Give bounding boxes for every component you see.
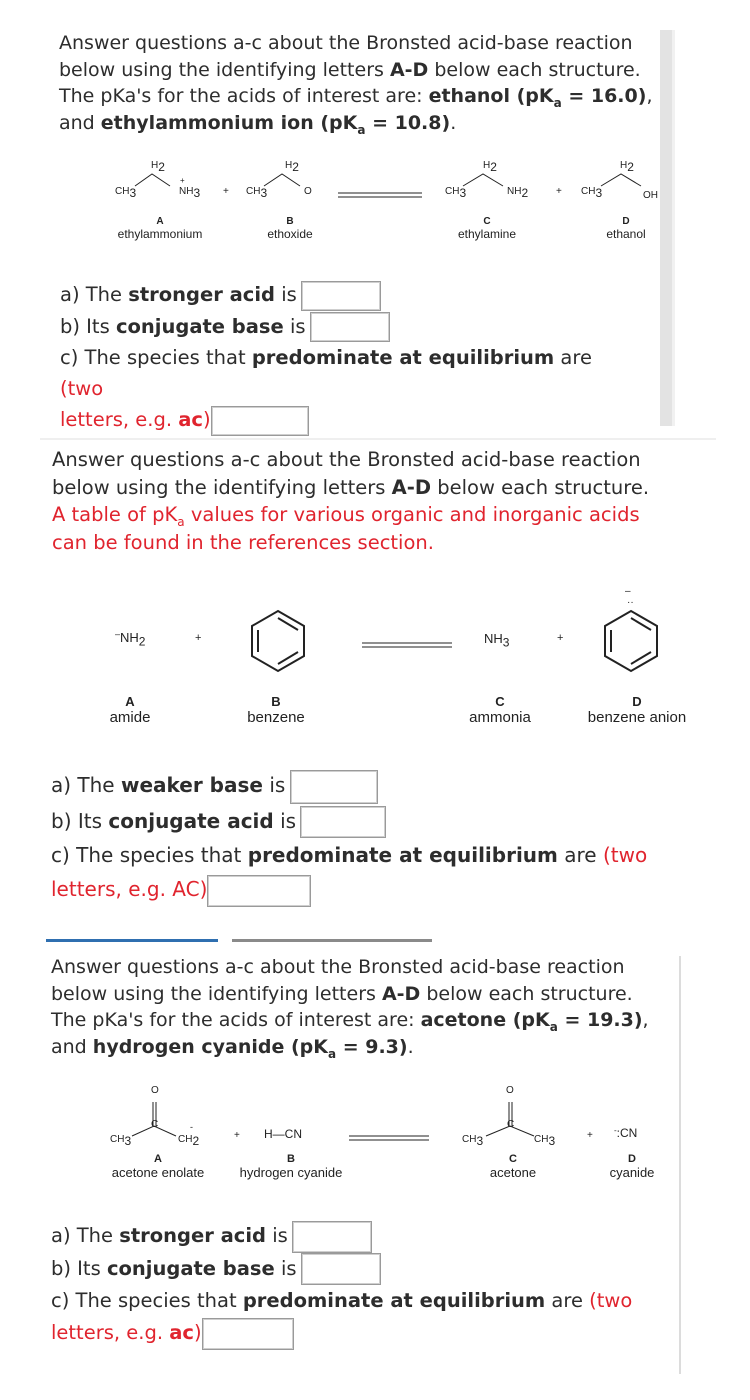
q3-equilibrium-arrow[interactable]	[347, 1133, 432, 1145]
q1-h2: $H_2$	[151, 160, 165, 174]
q1-acid1-val: = 16.0)	[561, 85, 647, 107]
q3-plus: +	[234, 1130, 240, 1141]
q1-h2: $H_2$	[483, 160, 497, 174]
q1-nh2: $NH_2$	[507, 186, 529, 200]
q3-ch2: $CH_2$	[178, 1134, 200, 1148]
q1-part-b: b) Its conjugate base is	[60, 311, 620, 343]
q3-part-b: b) Its conjugate base is	[51, 1253, 651, 1286]
q3-c: C	[507, 1119, 515, 1130]
q3-label-d: D cyanide	[609, 1153, 655, 1180]
q1-plus: +	[556, 186, 562, 197]
q3-answer-c-input[interactable]	[202, 1318, 294, 1350]
q1-ch3: $CH_3$	[246, 186, 268, 200]
q2-part-c: c) The species that predominate at equilibrium are (two letters, e.g. AC)	[51, 838, 651, 907]
q2-answers	[51, 768, 651, 907]
q1-answer-c-input[interactable]	[211, 406, 309, 436]
q3-part-a: a) The stronger acid is	[51, 1220, 651, 1253]
q1-ch3: $CH_3$	[445, 186, 467, 200]
q1-acid2-val: = 10.8)	[365, 111, 451, 134]
q2-answer-a-input[interactable]	[290, 770, 378, 804]
q3-intro: Answer questions a-c about the Bronsted acid-base reaction below using the identifying letters A-D below each structure. The pKa's for the acids of interest are: acetone $(pK_a = 19.3)$, and hydrogen cyanide $(pK_a = 9.3)$.	[51, 956, 649, 1061]
q1-intro: Answer questions a-c about the Bronsted acid-base reaction below using the identifying letters A-D below each structure. The pKa's for the acids of interest are: ethanol $(pK_a = 16.0)$, and ethylammonium ion $(pK_a = 10.8)$.	[59, 32, 653, 137]
q1-ch3: $CH_3$	[115, 186, 137, 200]
q2-ammonia-formula: $NH_3$	[484, 631, 510, 650]
q2-plus: +	[557, 632, 564, 644]
q1-acid2: ethylammonium ion (pK	[100, 111, 358, 134]
right-border	[679, 956, 681, 1374]
q1-answer-b-input[interactable]	[310, 312, 390, 342]
q1-acid1: ethanol (pK	[428, 85, 554, 107]
q1-plus: +	[223, 186, 229, 197]
q1-intro-line: below each structure.	[428, 58, 641, 81]
q2-label-a: A amide	[109, 694, 151, 726]
q1-intro-line: Answer questions a-c about the Bronsted acid-base reaction	[59, 32, 633, 54]
q1-label-c: C ethylamine	[457, 216, 517, 241]
q3-o: O	[151, 1085, 159, 1096]
q2-plus: +	[195, 632, 202, 644]
q1-structure-a	[130, 168, 180, 190]
q2-intro: Answer questions a-c about the Bronsted acid-base reaction below using the identifying letters A-D below each structure. A table of $pK_a$ values for various organic and inorganic acids can be found in the references section.	[52, 448, 650, 554]
q3-ch3: $CH_3$	[534, 1134, 556, 1148]
q2-part-a: a) The weaker base is	[51, 768, 651, 804]
q1-sub: a	[553, 95, 562, 110]
q1-plus-charge: +	[180, 176, 185, 185]
svg-text:–: –	[625, 586, 631, 597]
q2-answer-b-input[interactable]	[300, 806, 386, 838]
q1-comma: ,	[646, 85, 653, 107]
q1-answer-a-input[interactable]	[301, 281, 381, 311]
q1-h2: $H_2$	[285, 160, 299, 174]
q2-answer-c-input[interactable]	[207, 875, 311, 907]
question-2	[52, 446, 692, 556]
q1-part-c: c) The species that predominate at equilibrium are (two letters, e.g. ac)	[60, 342, 620, 436]
q3-ch3: $CH_3$	[110, 1134, 132, 1148]
q2-label-c: C ammonia	[469, 694, 531, 726]
q1-h2: $H_2$	[620, 160, 634, 174]
svg-text:··: ··	[627, 597, 634, 608]
q3-answers	[51, 1220, 651, 1350]
q1-ch3: $CH_3$	[581, 186, 603, 200]
q2-label-d: D benzene anion	[587, 694, 687, 726]
q3-o: O	[506, 1085, 514, 1096]
section-divider	[40, 438, 716, 440]
q3-part-c: c) The species that predominate at equilibrium are (two letters, e.g. ac)	[51, 1285, 651, 1350]
q1-label-a: A ethylammonium	[117, 216, 203, 241]
q1-sub: a	[357, 122, 366, 137]
q1-structure-d	[599, 168, 649, 190]
q3-cyanide-formula: -:CN	[614, 1126, 638, 1140]
q3-hcn-formula: H—CN	[264, 1127, 302, 1141]
question-3	[51, 954, 671, 1060]
q1-equilibrium-arrow[interactable]	[336, 190, 426, 202]
q1-period: .	[450, 111, 457, 134]
q2-label-b: B benzene	[247, 694, 305, 726]
q1-part-a: a) The stronger acid is	[60, 279, 620, 311]
q2-amide-formula: $^-NH_2$	[115, 629, 146, 649]
q1-intro-line: The pKa's for the acids of interest are:	[59, 85, 429, 107]
q3-label-b: B hydrogen cyanide	[239, 1153, 343, 1180]
q3-minus-charge: -	[190, 1122, 193, 1132]
tab-indicator-active[interactable]	[46, 939, 218, 942]
q1-intro-line: below using the identifying letters	[59, 58, 390, 81]
q3-answer-a-input[interactable]	[292, 1221, 372, 1253]
q3-answer-b-input[interactable]	[301, 1253, 381, 1285]
question-1	[59, 30, 659, 136]
q3-c: C	[151, 1119, 159, 1130]
q1-structure-c	[461, 168, 511, 190]
q1-label-d: D ethanol	[606, 216, 646, 241]
q1-oh: OH	[643, 190, 658, 201]
q3-label-c: C acetone	[489, 1153, 537, 1180]
q1-nh3: $NH_3$	[179, 186, 201, 200]
q2-part-b: b) Its conjugate acid is	[51, 804, 651, 839]
q2-equilibrium-arrow[interactable]	[360, 640, 455, 652]
q1-letters: A-D	[389, 58, 429, 81]
q3-ch3: $CH_3$	[462, 1134, 484, 1148]
q3-label-a: A acetone enolate	[111, 1153, 205, 1180]
q3-plus: +	[587, 1130, 593, 1141]
q1-label-b: B ethoxide	[267, 216, 313, 241]
benzene-ring-icon	[247, 607, 309, 677]
q1-o: O	[304, 186, 312, 197]
tab-indicator-inactive[interactable]	[232, 939, 432, 942]
q1-answers	[60, 279, 620, 436]
benzene-anion-icon	[600, 584, 662, 678]
